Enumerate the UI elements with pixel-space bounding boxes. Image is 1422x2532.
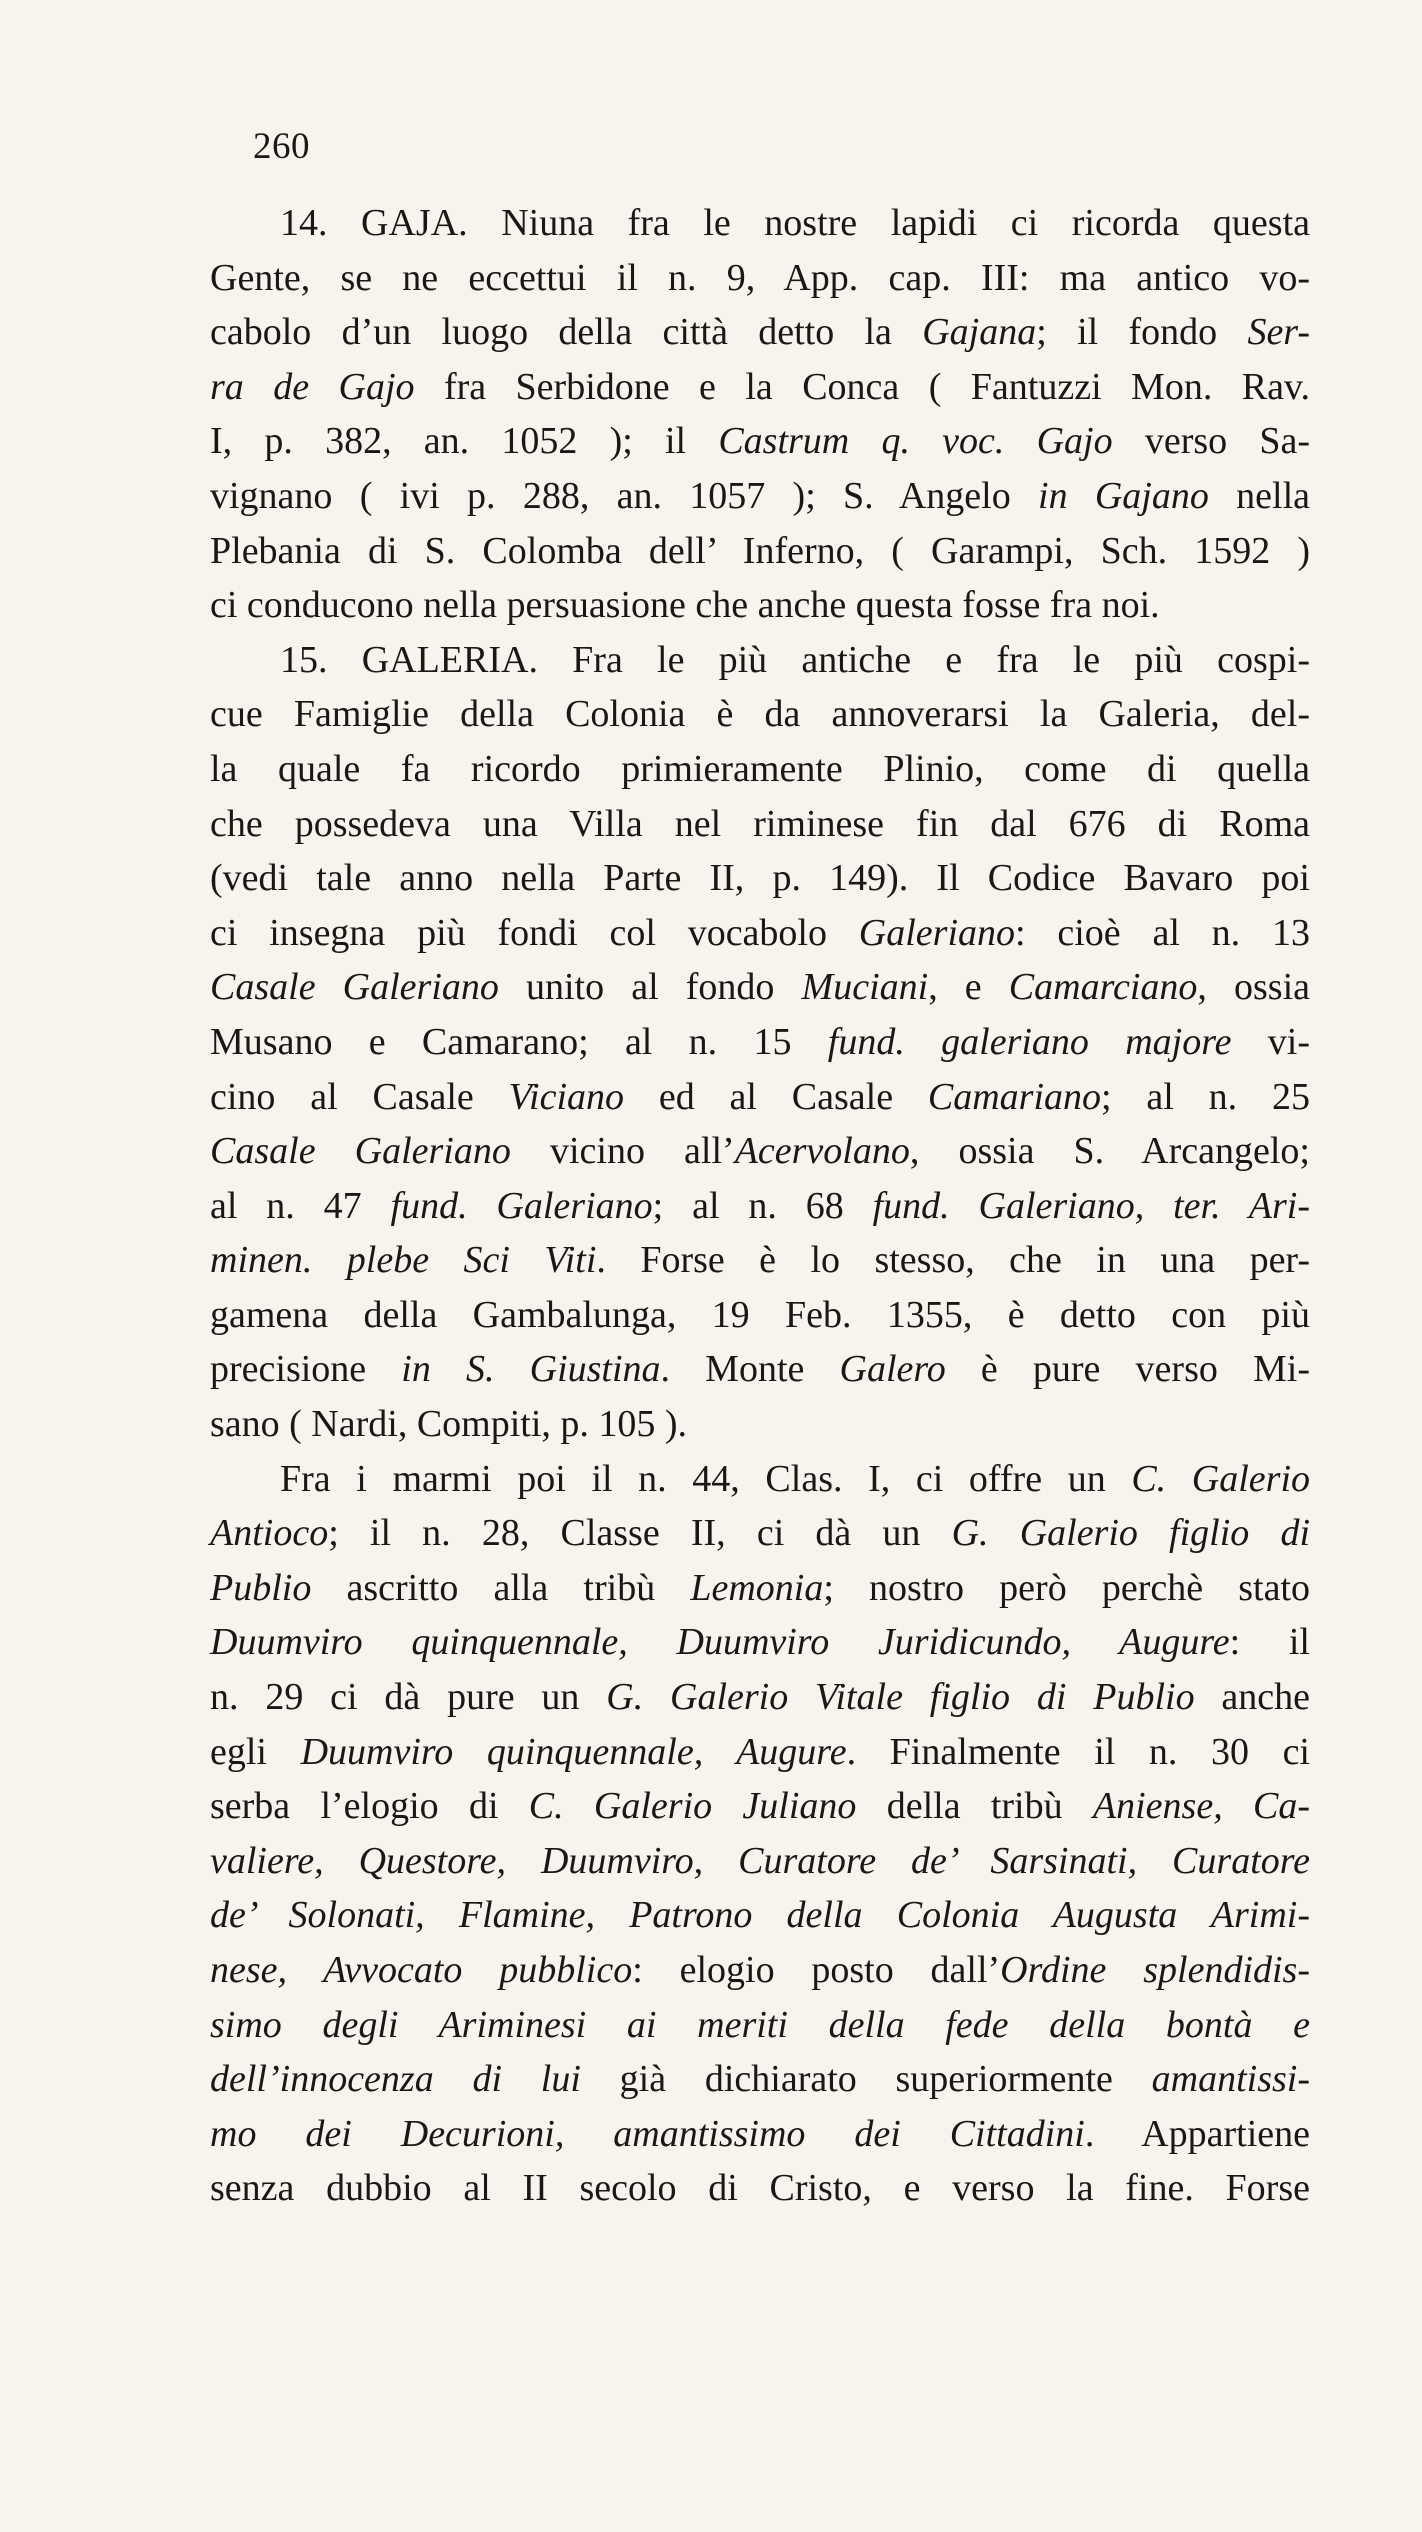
text-segment: : elogio posto dall’	[632, 1949, 1001, 1991]
text-line	[210, 1397, 1310, 1452]
text-line	[210, 2161, 1310, 2216]
text-segment: Gente, se ne eccettui il n. 9, App. cap. III: ma antico vo-	[210, 256, 1310, 299]
text-line	[210, 687, 1310, 742]
text-segment: Fra i marmi poi il n. 44, Clas. I, ci offre un	[280, 1457, 1132, 1500]
italic-text: Muciani	[801, 966, 929, 1009]
text-segment: (vedi tale anno nella Parte II, p. 149). Il Codice Bavaro poi	[210, 857, 1310, 900]
italic-text: Casale Galeriano	[210, 966, 499, 1009]
text-line	[210, 360, 1310, 415]
body-text	[210, 196, 1310, 2216]
italic-text: Ordine splendidis-	[1000, 1949, 1310, 1991]
italic-text: mo dei Decurioni, amantissimo dei Cittadini	[210, 2112, 1085, 2155]
italic-text: in S. Giustina	[401, 1348, 661, 1391]
text-line	[210, 2052, 1310, 2107]
text-line	[210, 1779, 1310, 1834]
text-segment: ascritto alla tribù	[311, 1566, 691, 1609]
text-segment: ; il n. 28, Classe II, ci dà un	[328, 1512, 952, 1555]
text-segment: al n. 47	[210, 1184, 391, 1227]
text-segment: gamena della Gambalunga, 19 Feb. 1355, è detto con più	[210, 1293, 1310, 1336]
italic-text: fund. galeriano majore	[827, 1020, 1232, 1063]
italic-text: Acervolano	[734, 1130, 910, 1173]
text-segment: vicino all’	[510, 1130, 735, 1173]
text-segment: : cioè al n. 13	[1015, 911, 1310, 954]
italic-text: ra de Gajo	[210, 365, 415, 408]
text-segment: senza dubbio al II secolo di Cristo, e verso la fine. Forse	[210, 2167, 1310, 2210]
italic-text: G. Galerio Vitale figlio di Publio	[606, 1676, 1195, 1719]
text-segment: egli	[210, 1730, 301, 1773]
text-line	[210, 578, 1310, 633]
text-line	[210, 633, 1310, 688]
text-segment: 14. GAJA. Niuna fra le nostre lapidi ci ricorda questa	[280, 202, 1310, 244]
italic-text: Lemonia	[690, 1566, 824, 1609]
text-segment: vi-	[1231, 1020, 1310, 1063]
italic-text: Gajana	[922, 311, 1037, 354]
text-segment: ci conducono nella persuasione che anche questa fosse fra noi.	[210, 584, 1160, 627]
text-segment: già dichiarato superiormente	[580, 2058, 1152, 2101]
text-segment: n. 29 ci dà pure un	[210, 1676, 607, 1719]
text-line	[210, 1288, 1310, 1343]
text-line	[210, 305, 1310, 360]
text-line	[210, 469, 1310, 524]
text-segment: è pure verso Mi-	[945, 1348, 1310, 1391]
text-segment: anche	[1194, 1676, 1310, 1719]
text-line	[210, 1124, 1310, 1179]
italic-text: valiere, Questore, Duumviro, Curatore de’ Sarsinati, Curatore	[210, 1839, 1310, 1882]
text-segment: ; nostro però perchè stato	[823, 1566, 1310, 1609]
italic-text: Castrum q. voc. Gajo	[718, 420, 1113, 463]
text-segment: . Finalmente il n. 30 ci	[846, 1730, 1310, 1773]
text-segment: serba l’elogio di	[210, 1785, 529, 1828]
italic-text: Camarciano	[1008, 966, 1198, 1009]
text-line	[210, 1015, 1310, 1070]
text-line	[210, 1615, 1310, 1670]
text-segment: : il	[1229, 1621, 1310, 1664]
text-line	[210, 196, 1310, 251]
italic-text: Viciano	[508, 1075, 624, 1118]
italic-text: G. Galerio figlio di	[951, 1512, 1311, 1555]
text-segment: ci insegna più fondi col vocabolo	[210, 911, 859, 954]
text-line	[210, 1888, 1310, 1943]
text-line	[210, 797, 1310, 852]
text-line	[210, 1179, 1310, 1234]
text-segment: . Monte	[660, 1348, 840, 1391]
italic-text: nese, Avvocato pubblico	[210, 1949, 633, 1991]
text-segment: ; al n. 68	[652, 1184, 873, 1227]
text-segment: cue Famiglie della Colonia è da annoverarsi la Galeria, del-	[210, 693, 1310, 736]
text-line	[210, 524, 1310, 579]
italic-text: C. Galerio Juliano	[528, 1785, 857, 1828]
text-segment: della tribù	[856, 1785, 1093, 1828]
text-segment: . Forse è lo stesso, che in una per-	[596, 1239, 1310, 1282]
italic-text: Casale Galeriano	[210, 1130, 511, 1173]
italic-text: Ser-	[1247, 311, 1310, 354]
text-segment: vignano ( ivi p. 288, an. 1057 ); S. Angelo	[210, 474, 1039, 517]
text-segment: ; il fondo	[1036, 311, 1248, 354]
italic-text: C. Galerio	[1131, 1457, 1311, 1500]
text-line	[210, 251, 1310, 306]
italic-text: simo degli Ariminesi ai meriti della fede della bontà e	[210, 2003, 1310, 2046]
text-line	[210, 1725, 1310, 1780]
italic-text: Aniense, Ca-	[1092, 1785, 1310, 1828]
text-segment: unito al fondo	[498, 966, 802, 1009]
text-line	[210, 1561, 1310, 1616]
text-segment: cabolo d’un luogo della città detto la	[210, 311, 923, 354]
italic-text: Duumviro quinquennale, Duumviro Juridicundo, Augure	[210, 1621, 1230, 1664]
text-line	[210, 1233, 1310, 1288]
text-line	[210, 742, 1310, 797]
text-line	[210, 414, 1310, 469]
text-line	[210, 2107, 1310, 2162]
italic-text: Galero	[839, 1348, 946, 1391]
text-line	[210, 1506, 1310, 1561]
italic-text: fund. Galeriano, ter. Ari-	[872, 1184, 1310, 1227]
text-segment: , ossia	[1197, 966, 1310, 1009]
text-segment: 15. GALERIA. Fra le più antiche e fra le più cospi-	[280, 638, 1310, 681]
italic-text: Galeriano	[858, 911, 1016, 954]
text-segment: cino al Casale	[210, 1075, 509, 1118]
text-segment: ; al n. 25	[1101, 1075, 1310, 1118]
text-segment: che possedeva una Villa nel riminese fin dal 676 di Roma	[210, 802, 1310, 845]
text-segment: I, p. 382, an. 1052 ); il	[210, 420, 719, 463]
text-segment: ed al Casale	[624, 1075, 928, 1118]
text-segment: Musano e Camarano; al n. 15	[210, 1020, 828, 1063]
italic-text: Duumviro quinquennale, Augure	[300, 1730, 847, 1773]
text-segment: verso Sa-	[1112, 420, 1311, 463]
text-line	[210, 1342, 1310, 1397]
text-segment: Plebania di S. Colomba dell’ Inferno, ( Garampi, Sch. 1592 )	[210, 529, 1310, 572]
text-line	[210, 1943, 1310, 1998]
text-segment: . Appartiene	[1084, 2112, 1310, 2155]
page-number: 260	[253, 126, 310, 167]
text-segment: sano ( Nardi, Compiti, p. 105 ).	[210, 1403, 688, 1446]
text-segment: la quale fa ricordo primieramente Plinio, come di quella	[210, 747, 1310, 790]
italic-text: fund. Galeriano	[390, 1184, 653, 1227]
text-line	[210, 1670, 1310, 1725]
italic-text: de’ Solonati, Flamine, Patrono della Colonia Augusta Arimi-	[210, 1894, 1310, 1937]
text-line	[210, 1452, 1310, 1507]
text-line	[210, 960, 1310, 1015]
text-line	[210, 1834, 1310, 1889]
italic-text: Publio	[210, 1566, 312, 1609]
italic-text: in Gajano	[1038, 474, 1209, 517]
text-segment: , e	[928, 966, 1009, 1009]
italic-text: minen. plebe Sci Viti	[210, 1239, 597, 1282]
text-segment: precisione	[210, 1348, 402, 1391]
text-line	[210, 1070, 1310, 1125]
italic-text: amantissi-	[1151, 2058, 1311, 2101]
italic-text: Antioco	[210, 1512, 329, 1555]
text-line	[210, 906, 1310, 961]
text-line	[210, 851, 1310, 906]
italic-text: dell’innocenza di lui	[210, 2058, 581, 2101]
text-segment: fra Serbidone e la Conca ( Fantuzzi Mon. Rav.	[414, 365, 1311, 408]
text-line	[210, 1998, 1310, 2053]
text-segment: nella	[1208, 474, 1310, 517]
italic-text: Camariano	[927, 1075, 1102, 1118]
text-segment: , ossia S. Arcangelo;	[909, 1130, 1310, 1173]
